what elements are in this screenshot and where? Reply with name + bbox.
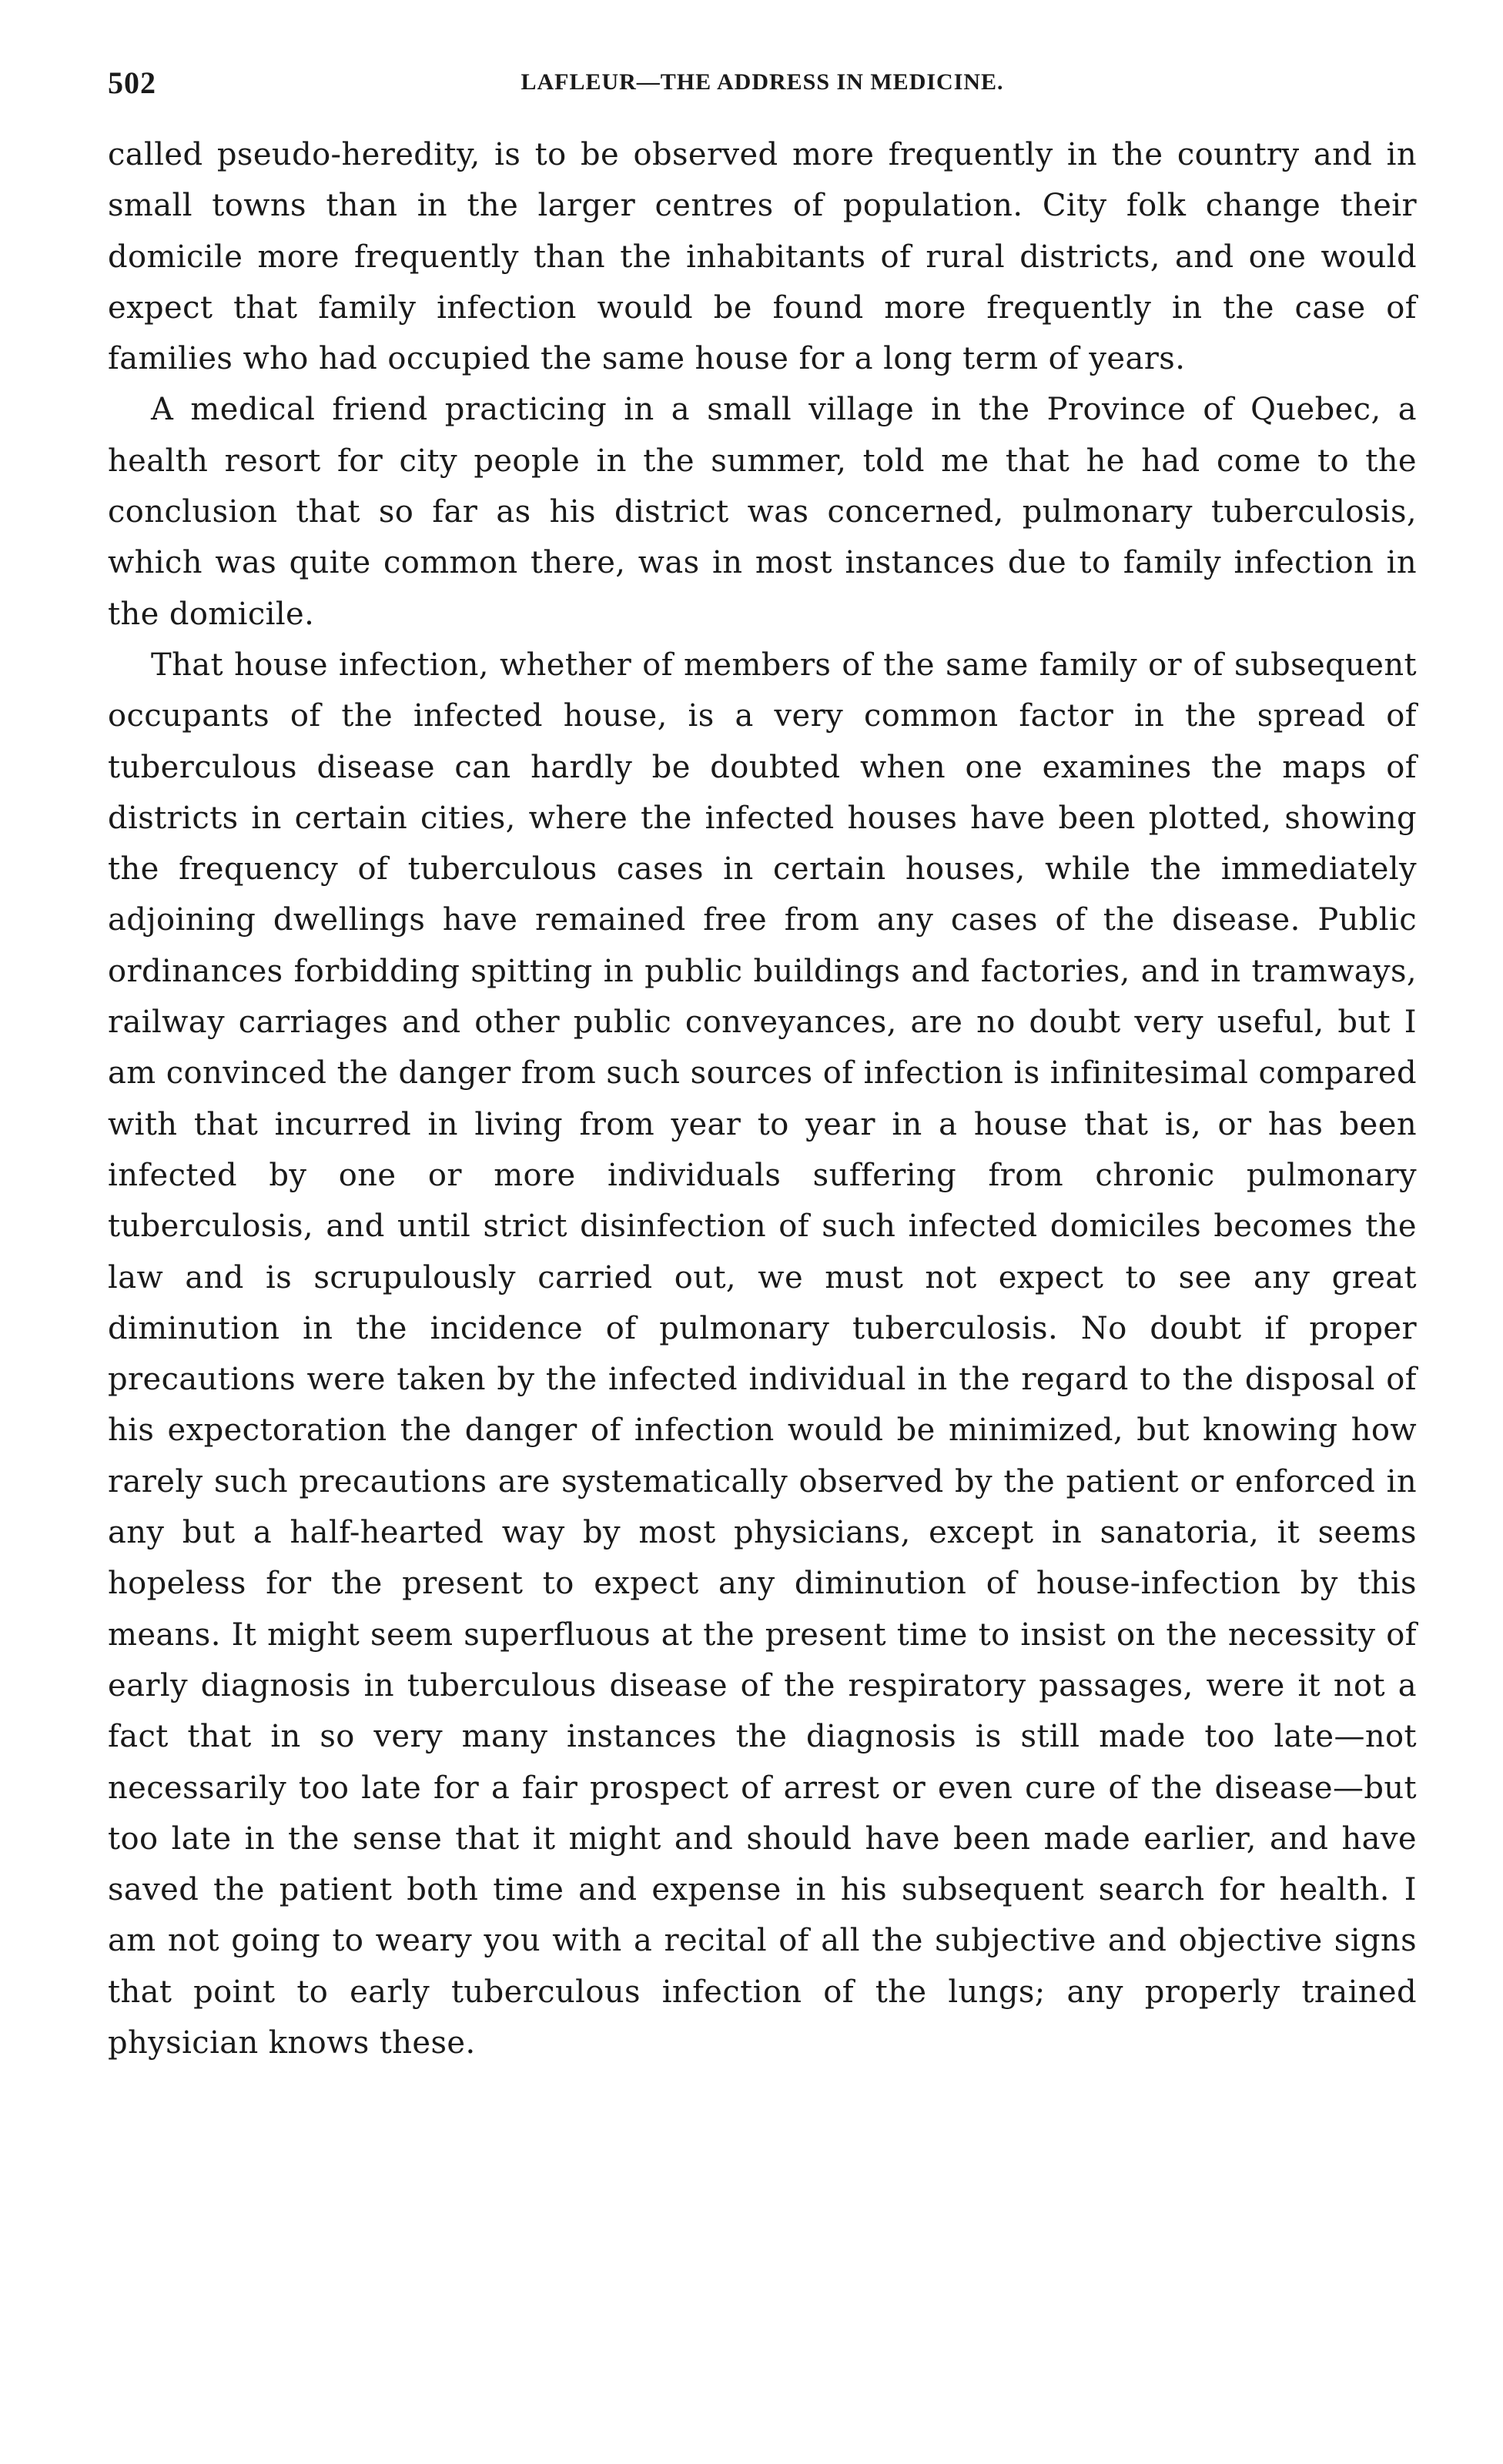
running-title: LAFLEUR—THE ADDRESS IN MEDICINE.: [521, 69, 1004, 95]
running-head: [108, 62, 1417, 108]
paragraph-medical-friend: A medical friend practicing in a small village in the Province of Quebec, a health resort for city people in the summer, told me that he had come to the conclusion that so far as his district was concerned, pulmonary tuberculosis, which was quite common there, was in most instances due to family infection in the domicile.: [108, 392, 1417, 632]
book-page: [108, 62, 1417, 2068]
body-text: [108, 129, 1417, 2068]
paragraph-house-infection: That house infection, whether of members of the same family or of subsequent occupants of the infected house, is a very common factor in the spread of tuberculous disease can hardly be doubted when one examines the maps of districts in certain cities, where the infected houses have been plotted, showing the frequency of tuberculous cases in certain houses, while the immediately adjoining dwellings have remained free from any cases of the disease. Public ordinances forbidding spitting in public buildings and factories, and in tramways, railway carriages and other public conveyances, are no doubt very useful, but I am convinced the danger from such sources of infection is infinitesimal compared with that incurred in living from year to year in a house that is, or has been infected by one or more individuals suffering from chronic pulmonary tuberculosis, and until strict disinfection of such infected domiciles becomes the law and is scrupulously carried out, we must not expect to see any great diminution in the incidence of pulmonary tuberculosis. No doubt if proper precautions were taken by the infected individual in the regard to the disposal of his expectoration the danger of infection would be minimized, but knowing how rarely such precautions are systematically observed by the patient or enforced in any but a half-hearted way by most physicians, except in sanatoria, it seems hopeless for the present to expect any diminution of house-infection by this means. It might seem superfluous at the present time to insist on the necessity of early diagnosis in tuberculous disease of the respiratory passages, were it not a fact that in so very many instances the diagnosis is still made too late—not necessarily too late for a fair prospect of arrest or even cure of the disease—but too late in the sense that it might and should have been made earlier, and have saved the patient both time and expense in his subsequent search for health. I am not going to weary you with a recital of all the subjective and objective signs that point to early tuberculous infection of the lungs; any properly trained physician knows these.: [108, 647, 1417, 2061]
paragraph-continued: called pseudo-heredity, is to be observed more frequently in the country and in small towns than in the larger centres of population. City folk change their domicile more frequently than the inhabitants of rural districts, and one would expect that family infection would be found more frequently in the case of families who had occupied the same house for a long term of years.: [108, 137, 1417, 377]
page-number: 502: [108, 65, 156, 100]
